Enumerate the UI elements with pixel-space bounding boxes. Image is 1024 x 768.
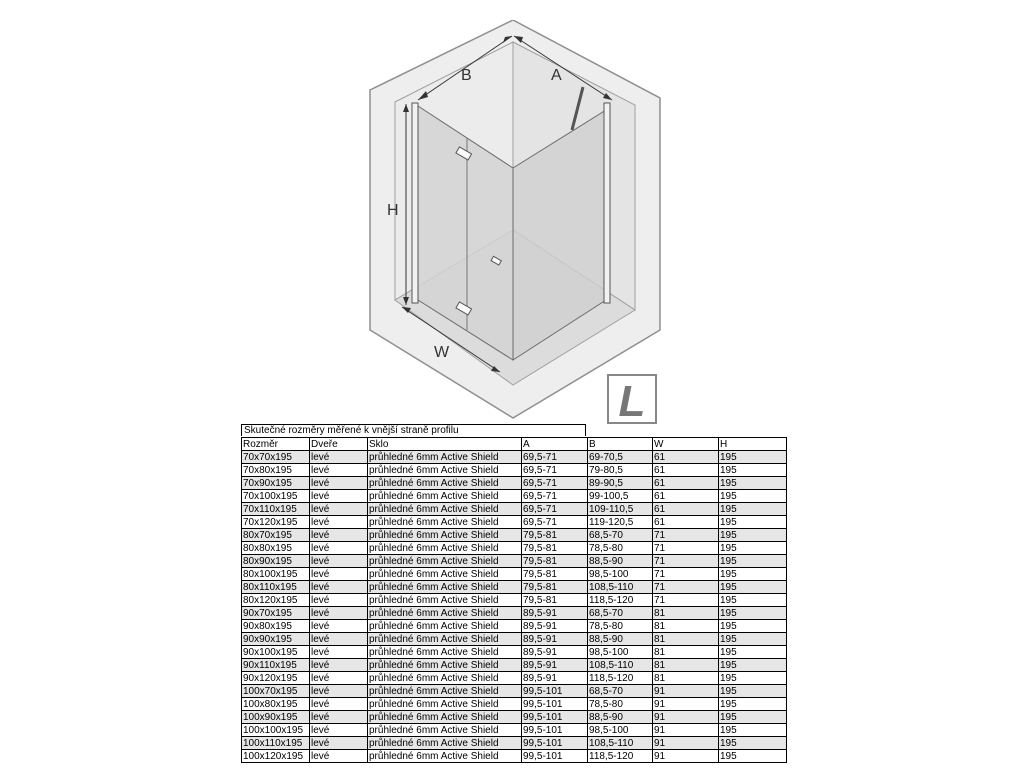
cell-a: 99,5-101 [522,724,588,737]
cell-a: 69,5-71 [522,477,588,490]
cell-b: 68,5-70 [588,607,653,620]
cell-glass: průhledné 6mm Active Shield [368,529,522,542]
cell-door: levé [310,607,368,620]
cell-b: 99-100,5 [588,490,653,503]
cell-glass: průhledné 6mm Active Shield [368,750,522,763]
cell-w: 91 [653,724,719,737]
cell-h: 195 [719,672,787,685]
cell-b: 98,5-100 [588,568,653,581]
table-row [242,737,787,750]
table-header-row [242,438,787,451]
cell-glass: průhledné 6mm Active Shield [368,620,522,633]
cell-door: levé [310,698,368,711]
cell-size: 100x100x195 [242,724,310,737]
cell-glass: průhledné 6mm Active Shield [368,672,522,685]
cell-size: 100x80x195 [242,698,310,711]
cell-glass: průhledné 6mm Active Shield [368,451,522,464]
cell-b: 78,5-80 [588,542,653,555]
cell-w: 91 [653,737,719,750]
cell-door: levé [310,672,368,685]
cell-b: 88,5-90 [588,555,653,568]
cell-door: levé [310,620,368,633]
cell-b: 119-120,5 [588,516,653,529]
cell-w: 81 [653,607,719,620]
header-door: Dveře [310,438,368,451]
cell-a: 89,5-91 [522,659,588,672]
dimension-h-label: H [387,202,399,219]
table-row [242,529,787,542]
cell-w: 61 [653,503,719,516]
table-row [242,451,787,464]
cell-b: 98,5-100 [588,646,653,659]
cell-door: levé [310,503,368,516]
cell-b: 118,5-120 [588,594,653,607]
cell-h: 195 [719,529,787,542]
cell-w: 71 [653,542,719,555]
cell-h: 195 [719,711,787,724]
cell-size: 100x90x195 [242,711,310,724]
cell-w: 91 [653,685,719,698]
cell-a: 89,5-91 [522,620,588,633]
cell-w: 61 [653,477,719,490]
cell-door: levé [310,490,368,503]
cell-size: 80x90x195 [242,555,310,568]
cell-w: 61 [653,464,719,477]
header-h: H [719,438,787,451]
table-row [242,594,787,607]
cell-glass: průhledné 6mm Active Shield [368,698,522,711]
cell-door: levé [310,568,368,581]
dimension-table [241,437,787,763]
cell-b: 69-70,5 [588,451,653,464]
cell-b: 79-80,5 [588,464,653,477]
cell-a: 89,5-91 [522,646,588,659]
cell-a: 99,5-101 [522,711,588,724]
cell-a: 79,5-81 [522,581,588,594]
cell-w: 71 [653,581,719,594]
right-wall-profile [604,103,610,303]
cell-b: 108,5-110 [588,659,653,672]
cell-size: 80x80x195 [242,542,310,555]
cell-a: 79,5-81 [522,542,588,555]
cell-glass: průhledné 6mm Active Shield [368,477,522,490]
table-row [242,685,787,698]
cell-w: 81 [653,620,719,633]
cell-door: levé [310,724,368,737]
table-row [242,646,787,659]
cell-w: 71 [653,594,719,607]
cell-size: 80x70x195 [242,529,310,542]
table-row [242,711,787,724]
cell-b: 68,5-70 [588,685,653,698]
cell-b: 88,5-90 [588,633,653,646]
cell-h: 195 [719,464,787,477]
cell-w: 71 [653,568,719,581]
table-row [242,464,787,477]
table-row [242,490,787,503]
cell-b: 89-90,5 [588,477,653,490]
cell-h: 195 [719,750,787,763]
cell-door: levé [310,737,368,750]
cell-h: 195 [719,568,787,581]
header-glass: Sklo [368,438,522,451]
cell-door: levé [310,711,368,724]
table-row [242,581,787,594]
dimension-a-label: A [551,67,562,84]
cell-glass: průhledné 6mm Active Shield [368,581,522,594]
table-row [242,633,787,646]
header-a: A [522,438,588,451]
table-body [242,451,787,763]
cell-door: levé [310,633,368,646]
cell-b: 118,5-120 [588,672,653,685]
cell-b: 68,5-70 [588,529,653,542]
table-row [242,672,787,685]
cell-a: 69,5-71 [522,516,588,529]
cell-glass: průhledné 6mm Active Shield [368,711,522,724]
cell-w: 81 [653,633,719,646]
cell-h: 195 [719,490,787,503]
table-row [242,503,787,516]
cell-a: 99,5-101 [522,750,588,763]
cell-h: 195 [719,581,787,594]
cell-glass: průhledné 6mm Active Shield [368,633,522,646]
table-row [242,516,787,529]
cell-size: 70x100x195 [242,490,310,503]
cell-a: 69,5-71 [522,464,588,477]
cell-glass: průhledné 6mm Active Shield [368,646,522,659]
cell-h: 195 [719,620,787,633]
cell-glass: průhledné 6mm Active Shield [368,568,522,581]
cell-h: 195 [719,737,787,750]
table-row [242,724,787,737]
cell-door: levé [310,555,368,568]
table-row [242,607,787,620]
cell-size: 90x120x195 [242,672,310,685]
left-wall-profile [412,103,418,303]
cell-size: 70x80x195 [242,464,310,477]
cell-w: 81 [653,659,719,672]
cell-glass: průhledné 6mm Active Shield [368,490,522,503]
cell-a: 89,5-91 [522,672,588,685]
cell-w: 71 [653,529,719,542]
cell-a: 79,5-81 [522,594,588,607]
dimension-b-label: B [461,67,472,84]
cell-glass: průhledné 6mm Active Shield [368,607,522,620]
cell-size: 90x90x195 [242,633,310,646]
cell-h: 195 [719,516,787,529]
cell-b: 108,5-110 [588,737,653,750]
cell-door: levé [310,685,368,698]
shower-enclosure-diagram [360,20,670,420]
cell-h: 195 [719,451,787,464]
cell-w: 91 [653,698,719,711]
cell-door: levé [310,581,368,594]
table-row [242,477,787,490]
cell-door: levé [310,529,368,542]
cell-a: 99,5-101 [522,737,588,750]
header-w: W [653,438,719,451]
cell-glass: průhledné 6mm Active Shield [368,503,522,516]
cell-h: 195 [719,685,787,698]
cell-w: 61 [653,451,719,464]
cell-w: 81 [653,646,719,659]
header-b: B [588,438,653,451]
cell-size: 90x70x195 [242,607,310,620]
cell-w: 61 [653,516,719,529]
cell-b: 118,5-120 [588,750,653,763]
cell-a: 79,5-81 [522,529,588,542]
cell-a: 79,5-81 [522,568,588,581]
cell-h: 195 [719,646,787,659]
table-row [242,698,787,711]
cell-a: 79,5-81 [522,555,588,568]
table-row [242,555,787,568]
cell-a: 69,5-71 [522,451,588,464]
cell-size: 100x110x195 [242,737,310,750]
table-caption-box [241,424,586,436]
cell-size: 70x70x195 [242,451,310,464]
cell-h: 195 [719,633,787,646]
cell-a: 89,5-91 [522,607,588,620]
logo-letter: L [618,377,646,424]
cell-a: 69,5-71 [522,503,588,516]
cell-h: 195 [719,698,787,711]
cell-a: 99,5-101 [522,698,588,711]
cell-glass: průhledné 6mm Active Shield [368,594,522,607]
table-row [242,659,787,672]
cell-b: 78,5-80 [588,620,653,633]
cell-b: 78,5-80 [588,698,653,711]
dimension-w-label: W [434,344,450,361]
cell-b: 88,5-90 [588,711,653,724]
cell-size: 80x110x195 [242,581,310,594]
cell-size: 70x120x195 [242,516,310,529]
cell-door: levé [310,451,368,464]
cell-door: levé [310,464,368,477]
cell-size: 90x110x195 [242,659,310,672]
cell-h: 195 [719,607,787,620]
cell-h: 195 [719,659,787,672]
cell-glass: průhledné 6mm Active Shield [368,464,522,477]
cell-door: levé [310,659,368,672]
cell-h: 195 [719,503,787,516]
cell-h: 195 [719,724,787,737]
cell-door: levé [310,646,368,659]
cell-size: 70x90x195 [242,477,310,490]
table-row [242,750,787,763]
cell-glass: průhledné 6mm Active Shield [368,685,522,698]
cell-w: 71 [653,555,719,568]
cell-a: 89,5-91 [522,633,588,646]
table-caption: Skutečné rozměry měřené k vnější straně profilu [244,425,459,436]
cell-b: 109-110,5 [588,503,653,516]
cell-size: 80x120x195 [242,594,310,607]
cell-door: levé [310,516,368,529]
left-door-logo [607,374,657,424]
cell-a: 69,5-71 [522,490,588,503]
cell-h: 195 [719,555,787,568]
cell-h: 195 [719,542,787,555]
cell-h: 195 [719,594,787,607]
cell-b: 98,5-100 [588,724,653,737]
cell-size: 90x100x195 [242,646,310,659]
cell-door: levé [310,594,368,607]
cell-w: 81 [653,672,719,685]
cell-w: 91 [653,750,719,763]
table-row [242,568,787,581]
cell-b: 108,5-110 [588,581,653,594]
cell-glass: průhledné 6mm Active Shield [368,555,522,568]
cell-glass: průhledné 6mm Active Shield [368,737,522,750]
cell-h: 195 [719,477,787,490]
cell-glass: průhledné 6mm Active Shield [368,516,522,529]
cell-glass: průhledné 6mm Active Shield [368,542,522,555]
cell-door: levé [310,477,368,490]
cell-glass: průhledné 6mm Active Shield [368,659,522,672]
cell-size: 100x120x195 [242,750,310,763]
table-row [242,542,787,555]
cell-w: 61 [653,490,719,503]
cell-size: 100x70x195 [242,685,310,698]
header-size: Rozměr [242,438,310,451]
cell-size: 90x80x195 [242,620,310,633]
cell-glass: průhledné 6mm Active Shield [368,724,522,737]
cell-door: levé [310,542,368,555]
cell-size: 70x110x195 [242,503,310,516]
cell-w: 91 [653,711,719,724]
table-row [242,620,787,633]
cell-door: levé [310,750,368,763]
cell-a: 99,5-101 [522,685,588,698]
cell-size: 80x100x195 [242,568,310,581]
